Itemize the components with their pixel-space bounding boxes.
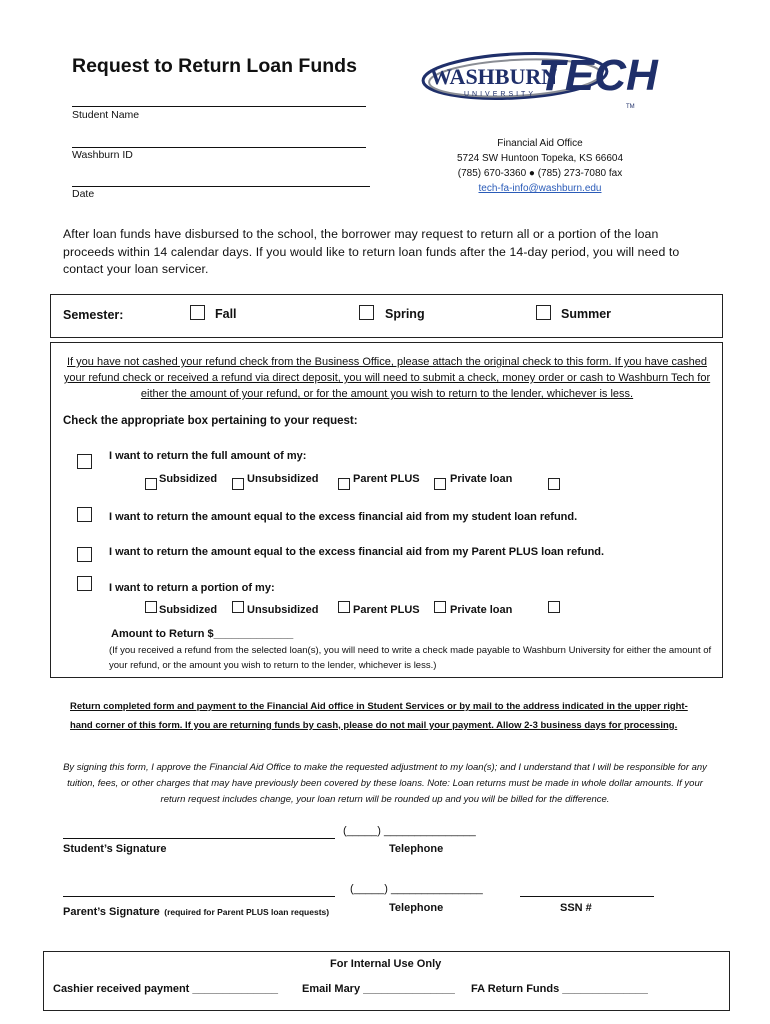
parent-signature-label-group <box>63 902 329 920</box>
portion-subsidized-label: Subsidized <box>159 604 218 616</box>
portion-parent-plus-label: Parent PLUS <box>353 604 420 616</box>
intro-paragraph: After loan funds have disbursed to the school, the borrower may request to return all or a portion of the loan proceeds within 14 calendar days. If you would like to return loan funds after the 14-day period, you will need to contact your loan servicer. <box>63 227 680 276</box>
washburn-tech-logo <box>420 46 690 118</box>
portion-label: I want to return a portion of my: <box>109 582 275 594</box>
portion-unsubsidized-label: Unsubsidized <box>247 604 319 616</box>
parent-telephone-field[interactable]: (_____) _______________ <box>350 883 483 895</box>
excess-student-label: I want to return the amount equal to the excess financial aid from my student loan refund. <box>109 511 578 523</box>
portion-private-loan-checkbox[interactable] <box>434 601 446 613</box>
parent-signature-line[interactable] <box>63 896 335 897</box>
full-amount-checkbox[interactable] <box>77 454 92 469</box>
return-instructions: Return completed form and payment to the Financial Aid office in Student Services or by mail to the address indicated in the upper right-hand corner of this form. If you are returning funds by cash, please do not mail your payment. Allow 2-3 business days for processing. <box>70 701 688 731</box>
date-label: Date <box>72 188 95 200</box>
student-name-label: Student Name <box>72 109 140 121</box>
full-parent-plus-label: Parent PLUS <box>353 473 420 485</box>
washburn-id-line[interactable] <box>72 147 366 148</box>
excess-parent-checkbox[interactable] <box>77 547 92 562</box>
full-subsidized-checkbox[interactable] <box>145 478 157 490</box>
office-phone: (785) 670-3360 ● (785) 273-7080 fax <box>457 168 623 179</box>
full-amount-label: I want to return the full amount of my: <box>109 450 307 462</box>
full-private-loan-label: Private loan <box>450 473 513 485</box>
amount-to-return[interactable]: Amount to Return $_____________ <box>111 628 294 640</box>
fall-checkbox[interactable] <box>190 305 205 320</box>
portion-private-loan-label: Private loan <box>450 604 513 616</box>
amount-note: (If you received a refund from the selected loan(s), you will need to write a check made payable to Washburn University for either the amount of your refund, or the amount you wish to return to the lender, whichever is less.) <box>109 645 712 671</box>
ssn-label: SSN # <box>560 902 592 914</box>
student-signature-label: Student’s Signature <box>63 843 167 855</box>
parent-signature-note: (required for Parent PLUS loan requests) <box>164 907 330 917</box>
logo-sub-text: UNIVERSITY <box>464 91 537 98</box>
full-subsidized-label: Subsidized <box>159 473 218 485</box>
check-notice: If you have not cashed your refund check from the Business Office, please attach the original check to this form. If you have cashed your refund check or received a refund via direct deposit, you will need to submit a check, money order or cash to Washburn Tech for either the amount of your refund, or for the amount you wish to return to the lender, whichever is less. <box>63 356 711 400</box>
form-title: Request to Return Loan Funds <box>72 55 357 77</box>
fa-return-funds-field[interactable]: FA Return Funds ______________ <box>471 983 648 995</box>
office-address: 5724 SW Huntoon Topeka, KS 66604 <box>456 153 624 164</box>
logo-tm-text: TM <box>626 104 635 110</box>
spring-checkbox[interactable] <box>359 305 374 320</box>
student-telephone-field[interactable]: (_____) _______________ <box>343 825 476 837</box>
washburn-id-label: Washburn ID <box>72 149 133 161</box>
fall-label: Fall <box>215 307 237 321</box>
parent-telephone-label: Telephone <box>389 902 444 914</box>
summer-checkbox[interactable] <box>536 305 551 320</box>
check-heading: Check the appropriate box pertaining to your request: <box>63 415 358 427</box>
portion-subsidized-checkbox[interactable] <box>145 601 157 613</box>
full-parent-plus-checkbox[interactable] <box>338 478 350 490</box>
portion-unsubsidized-checkbox[interactable] <box>232 601 244 613</box>
portion-extra-checkbox[interactable] <box>548 601 560 613</box>
portion-parent-plus-checkbox[interactable] <box>338 601 350 613</box>
logo-brand-text: WASHBURN <box>430 64 558 89</box>
semester-label: Semester: <box>63 308 124 322</box>
summer-label: Summer <box>561 307 612 321</box>
excess-student-checkbox[interactable] <box>77 507 92 522</box>
student-name-line[interactable] <box>72 106 366 107</box>
ssn-line[interactable] <box>520 896 654 897</box>
office-name: Financial Aid Office <box>497 138 583 149</box>
office-email-link[interactable]: tech-fa-info@washburn.edu <box>478 183 602 194</box>
logo-tech-text: TECH <box>538 51 658 100</box>
parent-signature-label: Parent’s Signature <box>63 906 160 918</box>
student-signature-line[interactable] <box>63 838 335 839</box>
email-mary-field[interactable]: Email Mary _______________ <box>302 983 455 995</box>
internal-title: For Internal Use Only <box>330 958 442 970</box>
full-extra-checkbox[interactable] <box>548 478 560 490</box>
spring-label: Spring <box>385 307 425 321</box>
student-telephone-label: Telephone <box>389 843 444 855</box>
portion-checkbox[interactable] <box>77 576 92 591</box>
excess-parent-label: I want to return the amount equal to the excess financial aid from my Parent PLUS loan refund. <box>109 546 605 558</box>
consent-statement: By signing this form, I approve the Financial Aid Office to make the requested adjustment to my loan(s); and I understand that I will be responsible for any tuition, fees, or other charges that may have previously been covered by these loans. Note: Loan returns must be made in whole dollar amounts. If your return request includes change, your loan return will be rounded up and you will be billed for the difference. <box>63 762 707 805</box>
full-unsubsidized-checkbox[interactable] <box>232 478 244 490</box>
cashier-field[interactable]: Cashier received payment ______________ <box>53 983 279 995</box>
full-private-loan-checkbox[interactable] <box>434 478 446 490</box>
office-info <box>440 136 640 196</box>
full-unsubsidized-label: Unsubsidized <box>247 473 319 485</box>
date-line[interactable] <box>72 186 370 187</box>
